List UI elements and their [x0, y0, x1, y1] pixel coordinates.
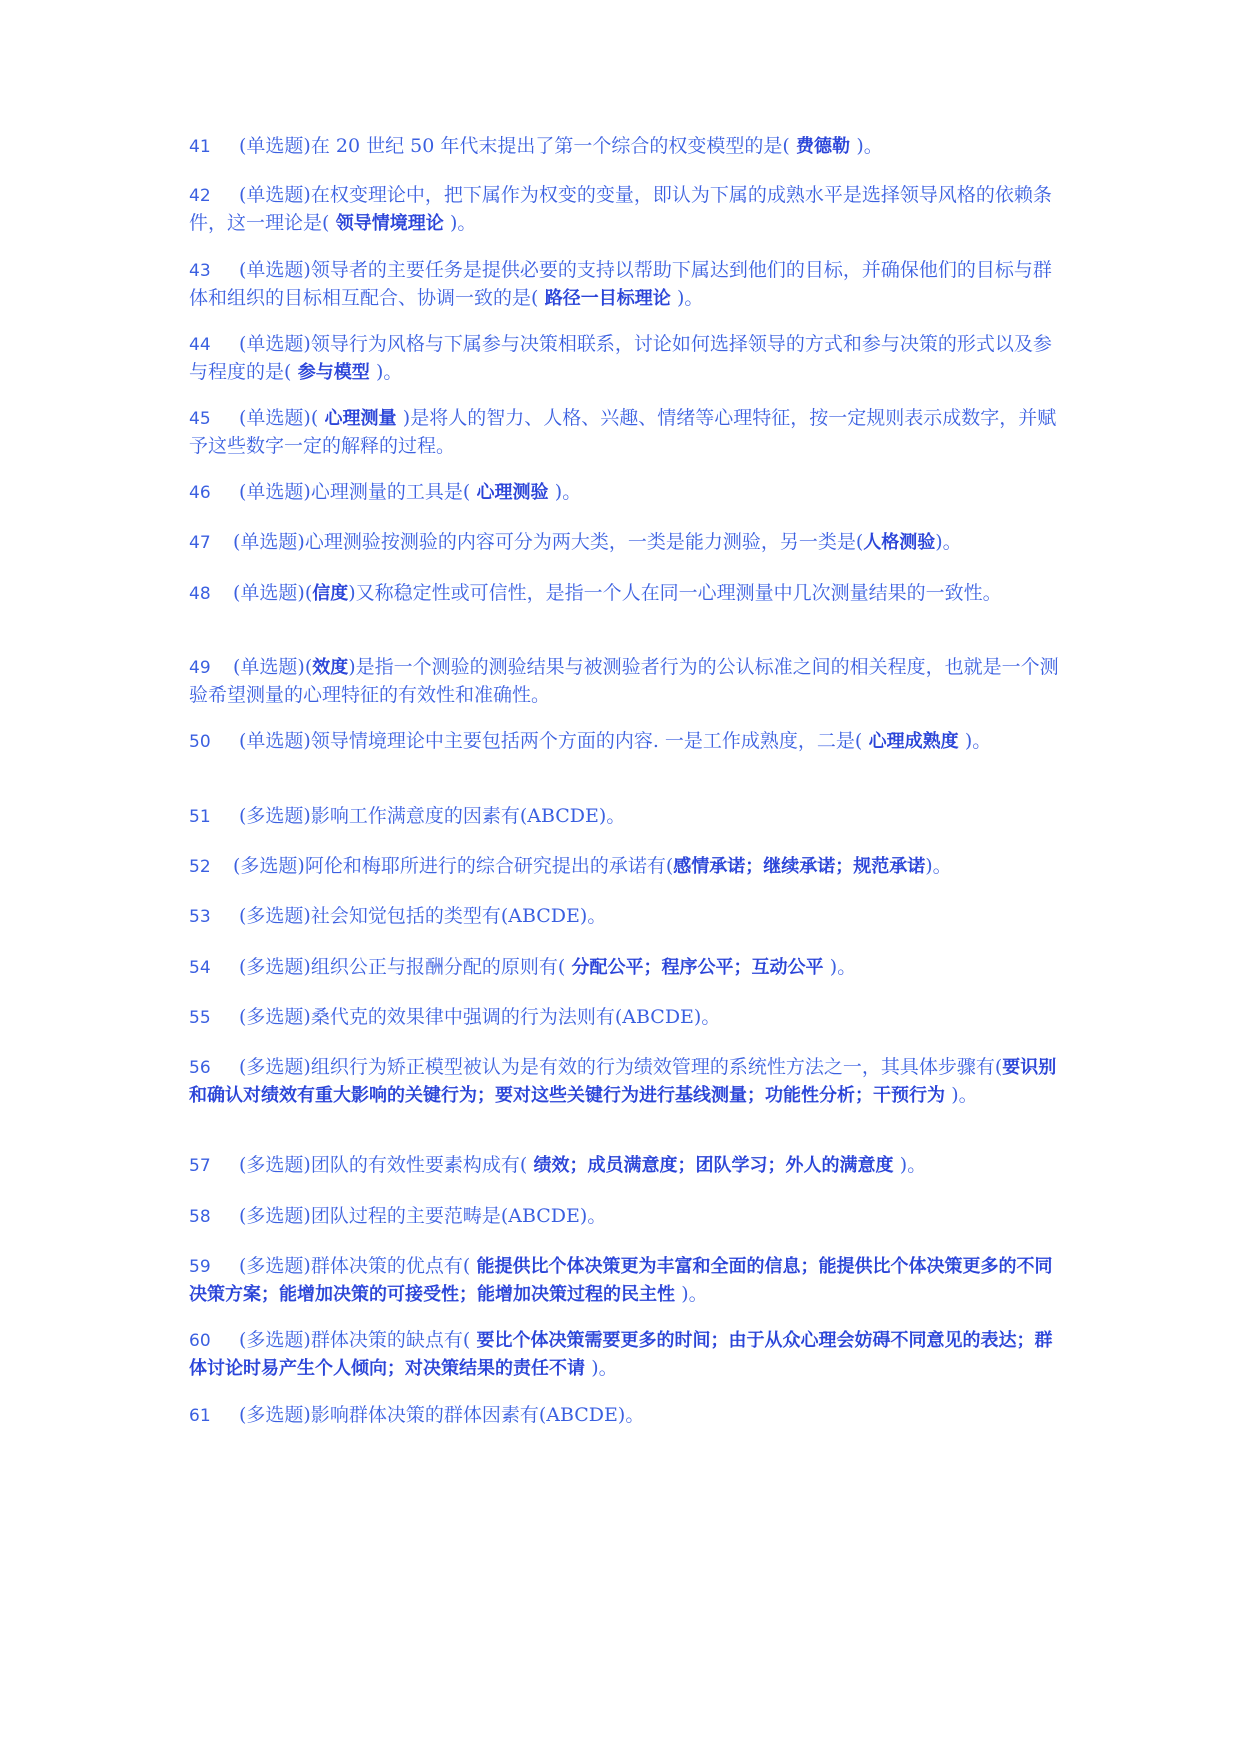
question-text: (单选题)心理测验按测验的内容可分为两大类，一类是能力测验，另一类是(	[233, 531, 864, 553]
question-text: (单选题)领导情境理论中主要包括两个方面的内容. 一是工作成熟度，二是(	[239, 730, 863, 752]
question-text-end: )。	[676, 287, 704, 309]
answer-text: 心理测验	[470, 482, 555, 503]
question-number: 45	[189, 409, 211, 429]
answer-text: 感情承诺；继续承诺；规范承诺	[673, 856, 926, 877]
question-number: 47	[189, 533, 211, 553]
question-number: 50	[189, 732, 211, 752]
question-text: (单选题)在 20 世纪 50 年代末提出了第一个综合的权变模型的是(	[239, 135, 790, 157]
question-text: (多选题)团队过程的主要范畴是(ABCDE)。	[239, 1205, 607, 1227]
question-48	[189, 580, 1059, 608]
question-44	[189, 331, 1059, 386]
question-58	[189, 1203, 1059, 1231]
question-46	[189, 479, 1059, 507]
question-number: 44	[189, 335, 211, 355]
question-51	[189, 803, 1059, 831]
question-text: (多选题)影响工作满意度的因素有(ABCDE)。	[239, 805, 626, 827]
answer-text: 费德勒	[789, 136, 857, 157]
question-text: (多选题)影响群体决策的群体因素有(ABCDE)。	[239, 1404, 645, 1426]
question-49	[189, 654, 1059, 709]
question-number: 43	[189, 261, 211, 281]
question-53	[189, 903, 1059, 931]
question-54	[189, 954, 1059, 982]
question-42	[189, 182, 1059, 237]
question-text: (单选题)领导行为风格与下属参与决策相联系，讨论如何选择领导的方式和参与决策的形式以及参与程度的是(	[189, 333, 1052, 383]
question-number: 41	[189, 137, 211, 157]
question-52	[189, 853, 1059, 881]
question-text: (单选题)(	[233, 582, 313, 604]
question-text-end: )。	[856, 135, 883, 157]
question-text: (单选题)(	[233, 656, 313, 678]
question-text-end: )。	[829, 956, 857, 978]
question-text: (多选题)组织行为矫正模型被认为是有效的行为绩效管理的系统性方法之一，其具体步骤有(	[239, 1056, 1003, 1078]
question-text: (多选题)阿伦和梅耶所进行的综合研究提出的承诺有(	[233, 855, 674, 877]
question-text-end: )是将人的智力、人格、兴趣、情绪等心理特征，按一定规则表示成数字，并赋予这些数字一定的解释的过程。	[189, 407, 1057, 457]
question-number: 55	[189, 1008, 211, 1028]
question-text: (多选题)组织公正与报酬分配的原则有(	[239, 956, 566, 978]
answer-text: 领导情境理论	[329, 213, 450, 234]
question-number: 58	[189, 1207, 211, 1227]
question-text-end: )。	[899, 1154, 927, 1176]
question-text: (多选题)群体决策的优点有(	[239, 1255, 471, 1277]
question-text-end: )又称稳定性或可信性，是指一个人在同一心理测量中几次测量结果的一致性。	[348, 582, 1002, 604]
answer-text: 能提供比个体决策更为丰富和全面的信息；能提供比个体决策更多的不同决策方案；能增加决策的可接受性；能增加决策过程的民主性	[189, 1256, 1053, 1305]
question-number: 57	[189, 1156, 211, 1176]
question-number: 56	[189, 1058, 211, 1078]
answer-text: 信度	[312, 583, 349, 604]
answer-text: 心理测量	[318, 408, 403, 429]
answer-text: 路径一目标理论	[538, 288, 677, 309]
question-60	[189, 1327, 1059, 1382]
question-text: (单选题)在权变理论中，把下属作为权变的变量，即认为下属的成熟水平是选择领导风格的依赖条件，这一理论是(	[189, 184, 1052, 234]
question-43	[189, 257, 1059, 312]
question-text: (多选题)社会知觉包括的类型有(ABCDE)。	[239, 905, 607, 927]
question-text-end: )。	[935, 531, 962, 553]
answer-text: 绩效；成员满意度；团队学习；外人的满意度	[527, 1155, 900, 1176]
question-text: (单选题)领导者的主要任务是提供必要的支持以帮助下属达到他们的目标，并确保他们的目标与群体和组织的目标相互配合、协调一致的是(	[189, 259, 1052, 309]
question-number: 61	[189, 1406, 211, 1426]
question-number: 42	[189, 186, 211, 206]
answer-text: 心理成熟度	[862, 731, 965, 752]
question-text-end: )是指一个测验的测验结果与被测验者行为的公认标准之间的相关程度，也就是一个测验希望测量的心理特征的有效性和准确性。	[189, 656, 1059, 706]
question-text: (多选题)团队的有效性要素构成有(	[239, 1154, 528, 1176]
question-number: 48	[189, 584, 211, 604]
question-text: (多选题)桑代克的效果律中强调的行为法则有(ABCDE)。	[239, 1006, 721, 1028]
question-61	[189, 1402, 1059, 1430]
answer-text: 要比个体决策需要更多的时间；由于从众心理会妨碍不同意见的表达；群体讨论时易产生个人倾向；对决策结果的责任不请	[189, 1330, 1053, 1379]
question-text: (单选题)(	[239, 407, 319, 429]
question-59	[189, 1253, 1059, 1308]
question-text-end: )。	[449, 212, 477, 234]
question-number: 59	[189, 1257, 211, 1277]
question-text-end: )。	[951, 1084, 978, 1106]
question-text-end: )。	[964, 730, 992, 752]
question-41	[189, 133, 1059, 161]
answer-text: 参与模型	[291, 362, 376, 383]
question-text: (多选题)群体决策的缺点有(	[239, 1329, 471, 1351]
answer-text: 分配公平；程序公平；互动公平	[565, 957, 830, 978]
question-55	[189, 1004, 1059, 1032]
question-57	[189, 1152, 1059, 1180]
question-number: 52	[189, 857, 211, 877]
question-47	[189, 529, 1059, 557]
question-number: 51	[189, 807, 211, 827]
question-number: 60	[189, 1331, 211, 1351]
answer-text: 人格测验	[863, 532, 936, 553]
question-number: 54	[189, 958, 211, 978]
question-text-end: )。	[375, 361, 403, 383]
question-text-end: )。	[554, 481, 582, 503]
question-text-end: )。	[591, 1357, 618, 1379]
question-text: (单选题)心理测量的工具是(	[239, 481, 471, 503]
question-50	[189, 728, 1059, 756]
question-number: 53	[189, 907, 211, 927]
answer-text: 要识别和确认对绩效有重大影响的关键行为；要对这些关键行为进行基线测量；功能性分析；干预行为	[189, 1057, 1057, 1106]
question-56	[189, 1054, 1059, 1109]
answer-text: 效度	[312, 657, 349, 678]
question-text-end: )。	[925, 855, 952, 877]
question-text-end: )。	[681, 1283, 708, 1305]
question-45	[189, 405, 1059, 460]
question-number: 49	[189, 658, 211, 678]
question-number: 46	[189, 483, 211, 503]
